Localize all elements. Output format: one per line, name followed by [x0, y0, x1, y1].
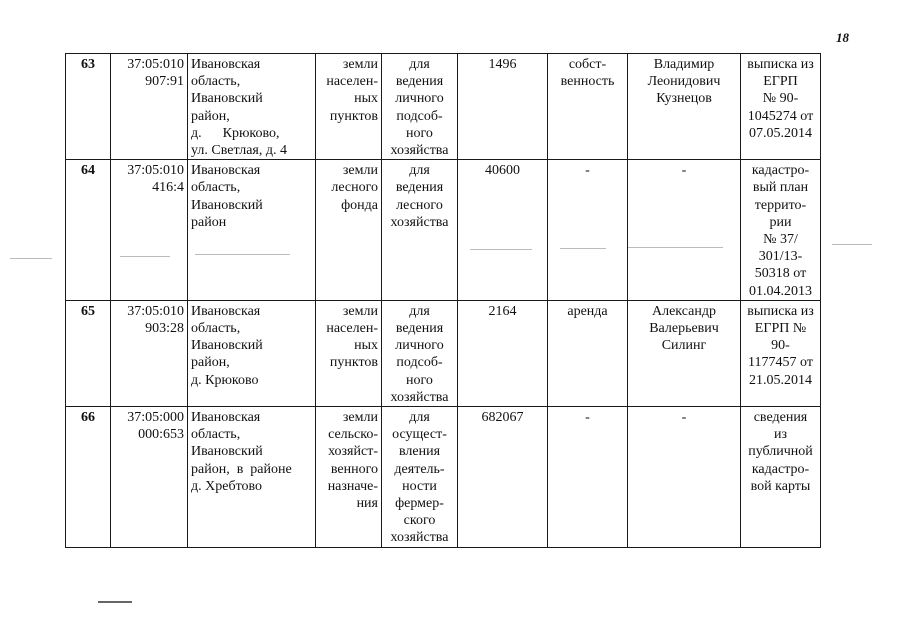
- cell-address-line: область,: [191, 321, 241, 337]
- cell-address-line: район: [191, 214, 227, 230]
- scan-artifact-left: [10, 258, 52, 259]
- page-number: 18: [836, 30, 849, 45]
- cell-right-holder: [628, 160, 741, 301]
- cell-document-line: 01.04.2013: [749, 283, 812, 299]
- cell-area-line: 682067: [481, 410, 524, 426]
- cell-document-line: вой карты: [750, 478, 811, 494]
- cell-permitted-use-line: личного: [395, 338, 444, 354]
- cell-right-type: [548, 407, 628, 548]
- cell-document-line: террито-: [754, 197, 807, 213]
- cell-number: [66, 160, 111, 301]
- cell-right-holder-line: Александр: [652, 303, 716, 319]
- cell-document-line: 1045274 от: [747, 108, 814, 124]
- cell-number: [66, 54, 111, 160]
- cell-address-line: Ивановская: [191, 163, 261, 179]
- table-row: [66, 160, 821, 301]
- cell-land-category-line: ния: [356, 496, 378, 512]
- cell-permitted-use-line: ного: [406, 125, 433, 141]
- cell-area-line: 1496: [488, 57, 517, 72]
- cell-address-line: ул. Светлая, д. 4: [191, 143, 287, 159]
- cell-document-line: выписка из: [747, 57, 814, 72]
- cell-document-line: 21.05.2014: [749, 372, 812, 388]
- cell-address-line: район,: [191, 355, 230, 371]
- cell-address-line: область,: [191, 74, 241, 90]
- scan-artifact-right: [832, 244, 872, 245]
- cell-area: [458, 300, 548, 406]
- cell-permitted-use-line: ведения: [395, 321, 444, 337]
- cell-right-type: [548, 300, 628, 406]
- cell-document-line: 07.05.2014: [749, 125, 812, 141]
- cell-permitted-use-line: для: [409, 410, 430, 426]
- cell-address-line: Ивановская: [191, 410, 261, 426]
- cell-document: [741, 160, 821, 301]
- cell-right-holder-line: Леонидович: [647, 74, 721, 90]
- scan-artifact-row64-d: [560, 248, 606, 249]
- cell-address-line: д. Крюково: [191, 372, 259, 388]
- cell-right-holder: [628, 407, 741, 548]
- cell-permitted-use-line: вления: [398, 444, 441, 460]
- cell-address-line: Ивановский: [191, 91, 263, 107]
- cell-document-line: вый план: [752, 180, 809, 196]
- land-plots-table: [65, 53, 821, 548]
- cell-right-holder-line: Валерьевич: [649, 321, 719, 337]
- cell-permitted-use-line: ского: [403, 513, 436, 529]
- cell-permitted-use-line: ного: [406, 372, 433, 388]
- cell-address-line: область,: [191, 180, 241, 196]
- scan-artifact-row64-c: [470, 249, 532, 250]
- cell-land-category-line: лесного: [331, 180, 378, 196]
- cell-land-category: [316, 54, 382, 160]
- cell-area: [458, 407, 548, 548]
- cell-right-holder-line: -: [681, 410, 687, 426]
- cell-cadastral-number: [111, 407, 188, 548]
- cell-area: [458, 160, 548, 301]
- cell-document-line: кадастро-: [751, 163, 810, 179]
- cell-number-text: 66: [81, 410, 95, 426]
- cell-document: [741, 407, 821, 548]
- cell-area-line: 2164: [488, 303, 517, 319]
- cell-permitted-use-line: для: [409, 57, 430, 72]
- cell-document-line: 50318 от: [754, 266, 807, 282]
- cell-right-holder: [628, 54, 741, 160]
- cell-document-line: публичной: [748, 444, 813, 460]
- cell-permitted-use-line: подсоб-: [396, 108, 443, 124]
- cell-land-category-line: пунктов: [329, 355, 378, 371]
- cell-address-line: Ивановский: [191, 338, 263, 354]
- cell-right-holder-line: Силинг: [661, 338, 707, 354]
- cell-land-category: [316, 160, 382, 301]
- cell-right-type-line: -: [585, 410, 590, 426]
- cell-document-line: № 37/: [763, 232, 798, 248]
- footer-mark: [98, 601, 132, 603]
- cell-cadastral-number: [111, 300, 188, 406]
- cell-right-type-line: собст-: [568, 57, 607, 72]
- cell-right-holder: [628, 300, 741, 406]
- cell-document-line: № 90-: [762, 91, 799, 107]
- cell-document: [741, 54, 821, 160]
- cell-right-type: [548, 160, 628, 301]
- cell-right-holder-line: -: [681, 163, 687, 179]
- cell-land-category-line: сельско-: [328, 427, 378, 443]
- cell-address-line: Ивановская: [191, 303, 261, 319]
- cell-land-category-line: ных: [354, 338, 378, 354]
- cell-land-category-line: хозяйст-: [328, 444, 378, 460]
- cell-number: [66, 407, 111, 548]
- cell-address: [188, 300, 316, 406]
- cell-land-category-line: пунктов: [329, 108, 378, 124]
- cell-address-line: район,: [191, 108, 230, 124]
- cell-land-category-line: ных: [354, 91, 378, 107]
- cell-number: [66, 300, 111, 406]
- cell-land-category-line: венного: [330, 461, 378, 477]
- cell-permitted-use: [382, 407, 458, 548]
- cell-right-holder-line: Кузнецов: [656, 91, 712, 107]
- cell-permitted-use-line: ведения: [395, 180, 444, 196]
- cell-cadastral-number-line: 903:28: [145, 321, 184, 337]
- table-row: [66, 54, 821, 160]
- cell-right-type: [548, 54, 628, 160]
- cell-address-line: д. Хребтово: [191, 478, 263, 494]
- cell-cadastral-number-line: 37:05:010: [127, 163, 184, 179]
- cell-document: [741, 300, 821, 406]
- cell-document-line: ЕГРП №: [754, 321, 807, 337]
- scan-artifact-row64-b: [195, 254, 290, 255]
- cell-right-holder-line: Владимир: [653, 57, 715, 72]
- cell-land-category-line: населен-: [326, 321, 378, 337]
- cell-address: [188, 407, 316, 548]
- cell-cadastral-number: [111, 160, 188, 301]
- cell-land-category-line: земли: [342, 57, 378, 72]
- table-row: [66, 300, 821, 406]
- cell-land-category-line: земли: [342, 303, 378, 319]
- cell-document-line: из: [773, 427, 788, 443]
- cell-permitted-use-line: для: [409, 163, 430, 179]
- cell-address: [188, 54, 316, 160]
- cell-permitted-use-line: хозяйства: [390, 214, 449, 230]
- cell-area: [458, 54, 548, 160]
- cell-address: [188, 160, 316, 301]
- cell-address-line: Ивановская: [191, 57, 261, 72]
- cell-right-type-line: -: [585, 163, 590, 179]
- cell-cadastral-number-line: 37:05:010: [127, 57, 184, 72]
- scan-artifact-row64-a: [120, 256, 170, 257]
- cell-permitted-use-line: подсоб-: [396, 355, 443, 371]
- table-row: [66, 407, 821, 548]
- cell-document-line: 301/13-: [758, 249, 803, 265]
- cell-land-category-line: земли: [342, 163, 378, 179]
- cell-document-line: выписка из: [747, 303, 814, 319]
- cell-document-line: кадастро-: [751, 461, 810, 477]
- cell-cadastral-number-line: 000:653: [138, 427, 184, 443]
- cell-permitted-use: [382, 300, 458, 406]
- cell-document-line: 90-: [771, 338, 790, 354]
- cell-address-line: район, в районе: [191, 461, 292, 477]
- cell-cadastral-number-line: 37:05:010: [127, 303, 184, 319]
- cell-area-line: 40600: [485, 163, 520, 179]
- cell-permitted-use: [382, 160, 458, 301]
- cell-cadastral-number-line: 37:05:000: [127, 410, 184, 426]
- cell-address-line: Ивановский: [191, 444, 263, 460]
- cell-land-category-line: земли: [342, 410, 378, 426]
- cell-permitted-use-line: хозяйства: [390, 530, 449, 546]
- cell-document-line: ЕГРП: [763, 74, 798, 90]
- cell-document-line: сведения: [753, 410, 808, 426]
- cell-right-type-line: венность: [560, 74, 615, 90]
- cell-document-line: 1177457 от: [748, 355, 813, 371]
- cell-permitted-use-line: хозяйства: [390, 389, 449, 405]
- cell-land-category: [316, 300, 382, 406]
- cell-cadastral-number-line: 907:91: [145, 74, 184, 90]
- table-body: [66, 54, 821, 548]
- cell-address-line: Ивановский: [191, 197, 263, 213]
- cell-permitted-use-line: для: [409, 303, 430, 319]
- cell-permitted-use-line: осущест-: [392, 427, 447, 443]
- cell-permitted-use-line: деятель-: [394, 461, 445, 477]
- cell-permitted-use-line: личного: [395, 91, 444, 107]
- cell-land-category-line: фонда: [341, 197, 378, 213]
- cell-number-text: 63: [81, 57, 95, 72]
- cell-permitted-use-line: фермер-: [395, 496, 444, 512]
- cell-cadastral-number-line: 416:4: [152, 180, 184, 196]
- cell-permitted-use-line: ведения: [395, 74, 444, 90]
- cell-number-text: 64: [81, 163, 95, 179]
- scan-artifact-row64-e: [628, 247, 723, 248]
- cell-permitted-use-line: лесного: [396, 197, 443, 213]
- cell-permitted-use-line: хозяйства: [390, 143, 449, 159]
- cell-document-line: рии: [769, 214, 792, 230]
- cell-address-line: область,: [191, 427, 241, 443]
- cell-cadastral-number: [111, 54, 188, 160]
- cell-land-category-line: назначе-: [327, 478, 378, 494]
- cell-land-category: [316, 407, 382, 548]
- cell-permitted-use-line: ности: [402, 478, 437, 494]
- cell-address-line: д. Крюково,: [191, 125, 280, 141]
- cell-right-type-line: аренда: [567, 303, 608, 319]
- cell-land-category-line: населен-: [326, 74, 378, 90]
- cell-permitted-use: [382, 54, 458, 160]
- cell-number-text: 65: [81, 303, 95, 319]
